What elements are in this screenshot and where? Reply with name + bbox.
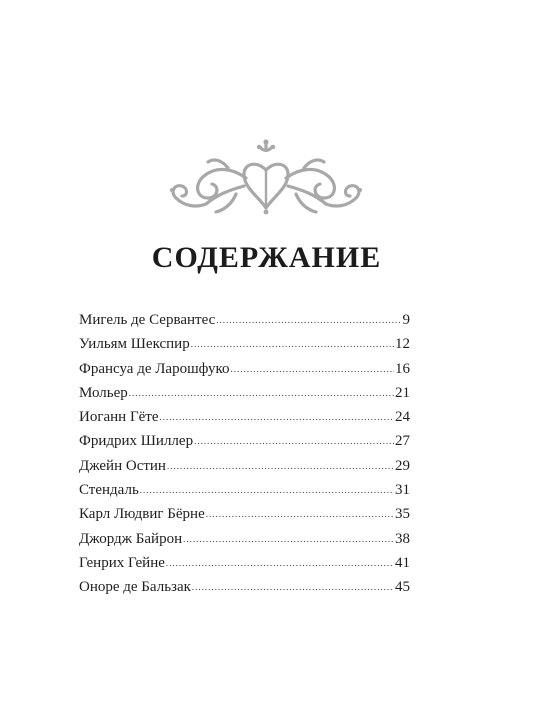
toc-entry-page-number: 38: [395, 530, 410, 547]
table-of-contents: [79, 308, 410, 600]
toc-entry-page-number: 12: [395, 336, 410, 353]
toc-entry-title: Карл Людвиг Бёрне: [79, 506, 205, 523]
toc-entry[interactable]: [79, 429, 410, 453]
toc-entry-page-number: 21: [395, 384, 410, 401]
toc-entry-page-number: 29: [395, 457, 410, 474]
toc-entry-page-number: 35: [395, 506, 410, 523]
toc-dot-leader: [160, 413, 395, 422]
toc-dot-leader: [192, 583, 394, 592]
toc-entry-page-number: 24: [395, 409, 410, 426]
toc-dot-leader: [231, 365, 395, 374]
toc-entry[interactable]: [79, 308, 410, 332]
toc-dot-leader: [191, 340, 394, 349]
page-title: СОДЕРЖАНИЕ: [151, 241, 382, 274]
toc-entry-title: Мигель де Сервантес: [79, 312, 216, 328]
toc-entry-page-number: 9: [402, 312, 410, 328]
toc-entry-title: Оноре де Бальзак: [79, 579, 191, 596]
toc-entry-title: Фридрих Шиллер: [79, 433, 194, 450]
toc-entry-title: Иоганн Гёте: [79, 409, 159, 426]
toc-entry-page-number: 16: [395, 360, 410, 377]
toc-entry[interactable]: [79, 551, 410, 575]
toc-entry-title: Генрих Гейне: [79, 554, 165, 571]
toc-entry-title: Мольер: [79, 384, 128, 401]
toc-entry-title: Джейн Остин: [79, 457, 166, 474]
toc-entry-page-number: 45: [395, 579, 410, 596]
toc-dot-leader: [167, 462, 394, 471]
toc-dot-leader: [166, 559, 394, 568]
toc-entry[interactable]: [79, 502, 410, 526]
toc-entry[interactable]: [79, 478, 410, 502]
toc-entry[interactable]: [79, 381, 410, 405]
toc-entry-page-number: 27: [395, 433, 410, 450]
toc-entry[interactable]: [79, 575, 410, 599]
toc-dot-leader: [216, 316, 401, 325]
toc-dot-leader: [183, 535, 394, 544]
toc-entry[interactable]: [79, 454, 410, 478]
toc-entry-title: Джордж Байрон: [79, 530, 183, 547]
toc-dot-leader: [206, 510, 394, 519]
toc-entry-page-number: 31: [395, 482, 410, 499]
decorative-scroll-ornament-icon: [166, 138, 366, 218]
toc-entry[interactable]: [79, 332, 410, 356]
toc-entry[interactable]: [79, 357, 410, 381]
toc-dot-leader: [140, 486, 394, 495]
toc-entry[interactable]: [79, 527, 410, 551]
toc-entry-title: Стендаль: [79, 482, 139, 499]
toc-dot-leader: [129, 389, 394, 398]
toc-dot-leader: [194, 437, 394, 446]
toc-entry-title: Уильям Шекспир: [79, 336, 190, 353]
toc-entry-page-number: 41: [395, 554, 410, 571]
toc-entry-title: Франсуа де Ларошфуко: [79, 360, 230, 377]
toc-entry[interactable]: [79, 405, 410, 429]
